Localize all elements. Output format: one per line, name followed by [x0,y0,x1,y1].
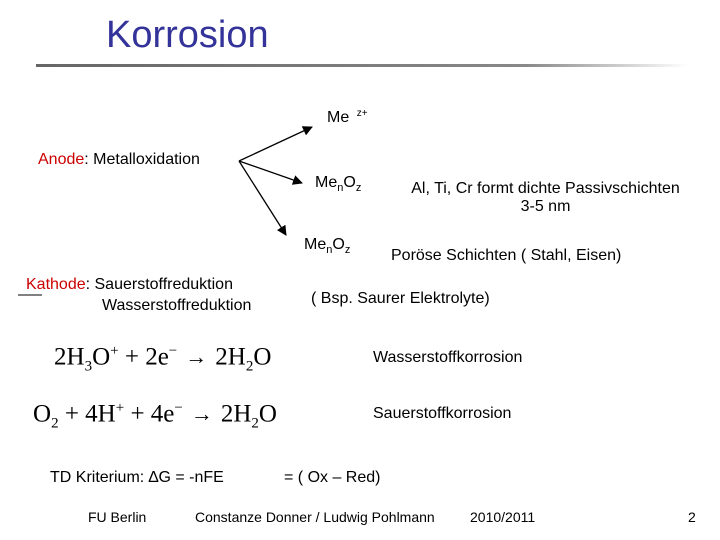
td-criterion: TD Kriterium: ∆G = -nFE [50,469,224,486]
redox-difference: = ( Ox – Red) [284,469,381,486]
kathode-text: : Sauerstoffreduktion [85,276,233,293]
oxygen-reaction-formula: $O_2 + 4H^+ + 4e^- \to 2H_2O$ [33,400,277,432]
porous-layer-desc: Poröse Schichten ( Stahl, Eisen) [391,247,622,264]
kathode-line-2: Wasserstoffreduktion [102,297,252,314]
metal-ion [327,108,368,127]
acid-electrolyte-note: ( Bsp. Saurer Elektrolyte) [311,290,490,307]
hydrogen-corrosion-label: Wasserstoffkorrosion [373,349,523,366]
kathode-label: Kathode [26,276,86,293]
arrow-to-oxide-2 [239,161,286,235]
anode-label: Anode [38,151,85,168]
page-title: Korrosion [106,14,269,56]
oxide-formula-2: $Me_nO_z$ [304,236,351,257]
footer-year: 2010/2011 [470,509,536,525]
passive-layer-desc [393,180,698,216]
anode-line [38,151,200,169]
oxygen-corrosion-label: Sauerstoffkorrosion [373,405,512,422]
oxide-formula-1: $Me_nO_z$ [315,174,362,195]
arrow-to-oxide-1 [239,161,302,183]
hydrogen-reaction-formula: $2H_3O^+ + 2e^- \to 2H_2O$ [54,343,272,375]
metal-ion-charge: z+ [356,108,368,119]
footer-authors: Constanze Donner / Ludwig Pohlmann [195,509,435,525]
metal-ion-symbol: Me [327,109,350,126]
footer-institution: FU Berlin [88,509,147,525]
anode-text: : Metalloxidation [84,151,200,168]
arrow-to-me-ion [239,127,312,161]
page-number: 2 [688,509,696,525]
passive-layer-desc-line2: 3-5 nm [520,198,571,215]
kathode-line [26,276,233,294]
passive-layer-desc-line1: Al, Ti, Cr formt dichte Passivschichten [411,180,680,197]
